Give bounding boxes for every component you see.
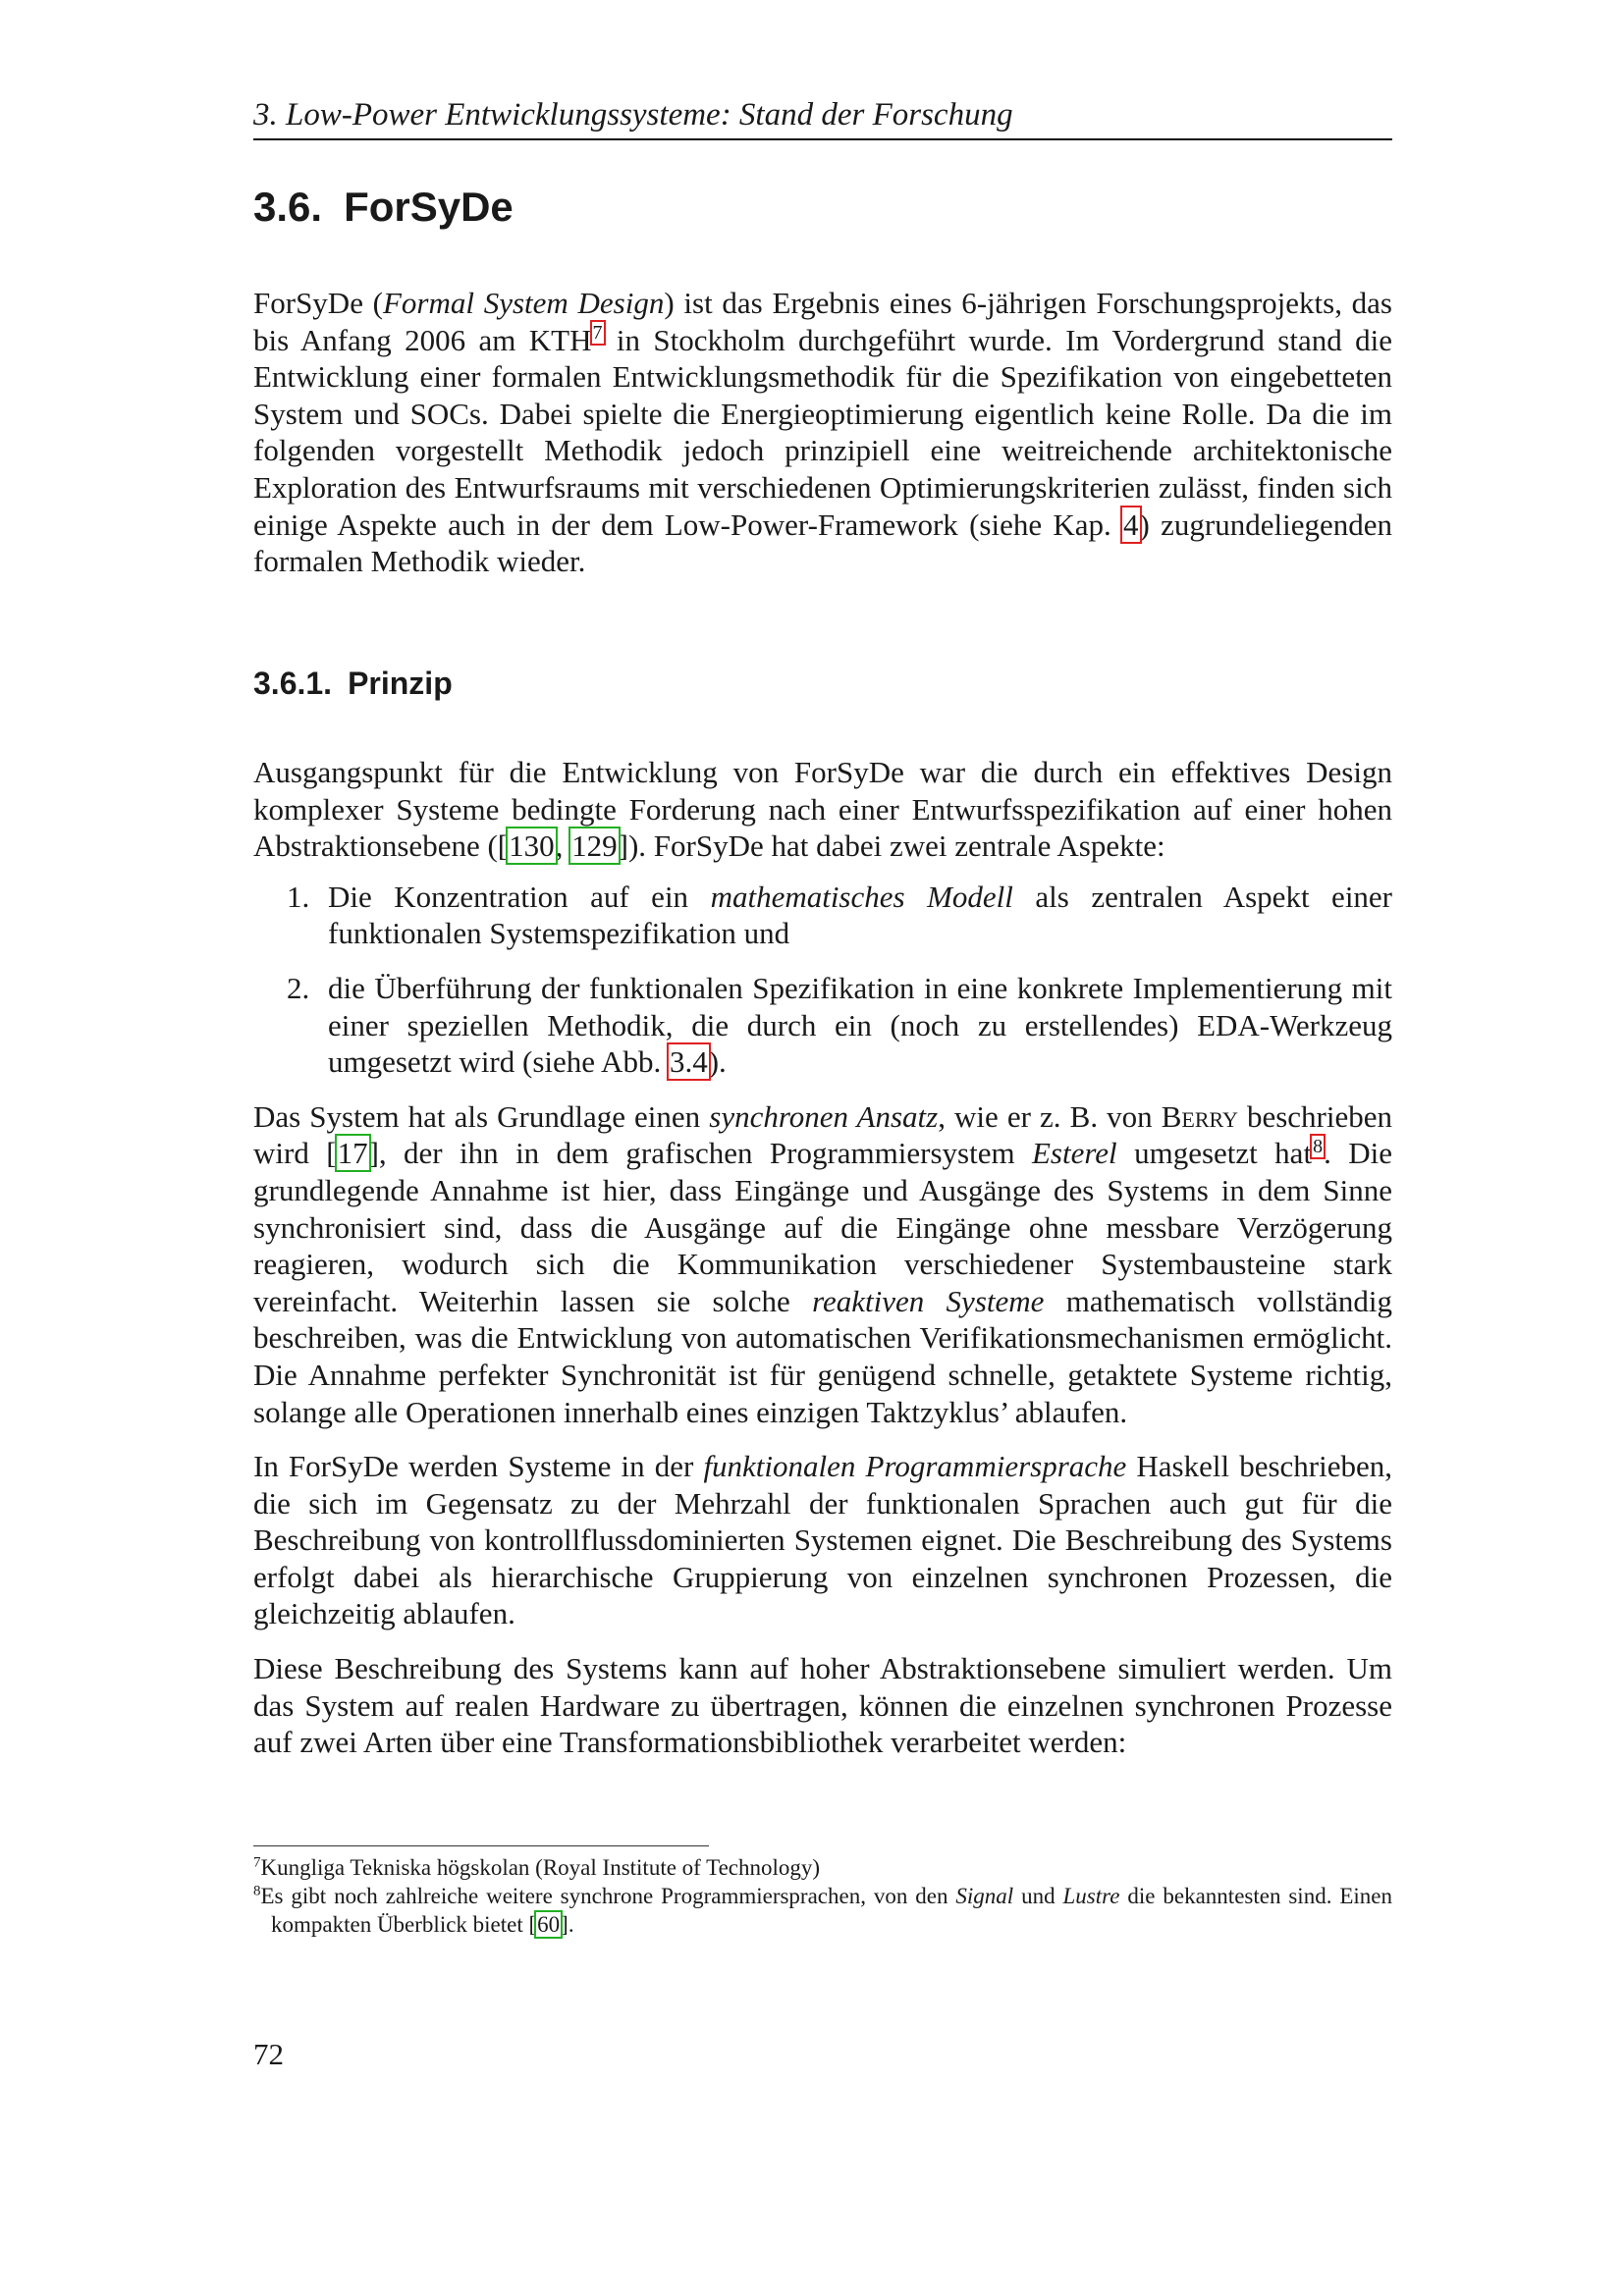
text-run: Ausgangspunkt für die Entwicklung von ForSyDe war die durch ein effektives Design komplexer Systeme bedingte Forderung nach einer Entwurfsspezifikation auf einer hohen Abstraktionsebene ([ xyxy=(253,755,1392,864)
citation-link-130[interactable]: 130 xyxy=(509,828,555,864)
text-run: ForSyDe ( xyxy=(253,286,383,320)
footnotes xyxy=(253,1853,1392,1939)
citation-link-129[interactable]: 129 xyxy=(571,828,618,864)
text-run: als zentralen Aspekt einer funktionalen Systemspezifikation und xyxy=(328,879,1393,951)
text-run: die bekanntesten sind. Einen kompakten Überblick bietet [ xyxy=(271,1884,1393,1937)
section-number: 3.6. xyxy=(253,184,323,230)
citation-link-17[interactable]: 17 xyxy=(337,1136,368,1171)
text-run: mathematisch vollständig beschreiben, was die Entwicklung von automatischen Verifikationsmechanismen ermöglicht. Die Annahme perfekter Synchronität ist für genügend schnelle, getaktete Systeme richtig, solange alle Operationen innerhalb eines einzigen Taktzyklus’ ablaufen. xyxy=(253,1283,1392,1429)
footnote-8 xyxy=(253,1882,1392,1939)
list-marker: 2. xyxy=(287,970,310,1005)
text-run: Das System hat als Grundlage einen xyxy=(253,1098,710,1134)
emphasis-text: Signal xyxy=(955,1884,1014,1908)
citation-link-60[interactable]: 60 xyxy=(537,1912,561,1937)
body-paragraph-3 xyxy=(253,1448,1392,1632)
section-heading xyxy=(253,183,514,232)
footnote-mark: 7 xyxy=(253,1854,261,1871)
aspect-list xyxy=(253,879,1392,1081)
text-run: und xyxy=(1013,1884,1063,1908)
text-run: ]). ForSyDe hat dabei zwei zentrale Aspekte: xyxy=(618,828,1165,864)
body-paragraph-1 xyxy=(253,754,1392,865)
chapter-link-4[interactable]: 4 xyxy=(1123,507,1139,542)
subsection-heading xyxy=(253,664,453,703)
list-item xyxy=(253,970,1392,1081)
text-run: Die Konzentration auf ein xyxy=(328,879,711,914)
body-paragraph-4: Diese Beschreibung des Systems kann auf hoher Abstraktionsebene simuliert werden. Um das System auf realen Hardware zu übertragen, können die einzelnen synchronen Prozesse auf zwei Arten über eine Transformationsbibliothek verarbeitet werden: xyxy=(253,1651,1392,1760)
text-run: , xyxy=(555,828,571,864)
section-title: ForSyDe xyxy=(344,184,514,230)
author-name: Berry xyxy=(1161,1098,1238,1134)
body-paragraph-2 xyxy=(253,1098,1392,1430)
body-block xyxy=(253,754,1392,1761)
text-run: , wie er z. B. von xyxy=(938,1098,1162,1134)
footnote-mark: 8 xyxy=(253,1883,261,1899)
emphasis-text: Esterel xyxy=(1032,1136,1117,1171)
emphasis-text: reaktiven Systeme xyxy=(812,1283,1045,1318)
footnote-7 xyxy=(253,1853,1392,1882)
list-item xyxy=(253,879,1392,952)
text-run: In ForSyDe werden Systeme in der xyxy=(253,1449,704,1484)
intro-paragraph xyxy=(253,285,1392,580)
emphasis-text: Lustre xyxy=(1062,1884,1120,1908)
footnote-link-8[interactable]: 8 xyxy=(1313,1136,1324,1158)
page-number: 72 xyxy=(253,2037,284,2071)
text-run: umgesetzt hat xyxy=(1116,1136,1313,1171)
intro-block xyxy=(253,285,1392,580)
text-run: Kungliga Tekniska högskolan (Royal Institute of Technology) xyxy=(260,1855,821,1880)
text-run: ) zugrundeliegenden formalen Methodik wieder. xyxy=(253,507,1392,579)
subsection-title: Prinzip xyxy=(348,666,453,701)
subsection-number: 3.6.1. xyxy=(253,666,333,701)
text-run: . Die grundlegende Annahme ist hier, dass Eingänge und Ausgänge des Systems in dem Sinne synchronisiert sind, dass die Ausgänge auf die Eingänge ohne messbare Verzögerung reagieren, wodurch sich die Kommunikation verschiedener Systembausteine stark vereinfacht. Weiterhin lassen sie solche xyxy=(253,1136,1392,1318)
text-run: ], der ihn in dem grafischen Programmiersystem xyxy=(368,1136,1032,1171)
figure-link-3-4[interactable]: 3.4 xyxy=(669,1044,708,1080)
footnote-rule xyxy=(253,1845,709,1846)
emphasis-text: funktionalen Programmiersprache xyxy=(703,1449,1127,1484)
text-run: Es gibt noch zahlreiche weitere synchrone Programmiersprachen, von den xyxy=(260,1884,956,1908)
list-marker: 1. xyxy=(287,879,310,914)
text-run: beschrieben wird [ xyxy=(253,1098,1392,1171)
text-run: Haskell beschrieben, die sich im Gegensatz zu der Mehrzahl der funktionalen Sprachen auch gut für die Beschreibung von kontrollflussdominierten Systemen eignet. Die Beschreibung des Systems erfolgt dabei als hierarchische Gruppierung von einzelnen synchronen Prozessen, die gleichzeitig ablaufen. xyxy=(253,1449,1393,1631)
footnote-link-7[interactable]: 7 xyxy=(592,322,603,345)
text-run: ). xyxy=(708,1044,727,1080)
emphasis-text: Formal System Design xyxy=(383,286,665,320)
running-head: 3. Low-Power Entwicklungssysteme: Stand der Forschung xyxy=(253,95,1392,140)
emphasis-text: synchronen Ansatz xyxy=(709,1098,939,1134)
text-run: in Stockholm durchgeführt wurde. Im Vordergrund stand die Entwicklung einer formalen Entwicklungsmethodik für die Spezifikation von eingebetteten System und SOCs. Dabei spielte die Energieoptimierung eigentlich keine Rolle. Da die im folgenden vorgestellt Methodik jedoch prinzipiell eine weitreichende architektonische Exploration des Entwurfsraums mit verschiedenen Optimierungskriterien zulässt, finden sich einige Aspekte auch in der dem Low-Power-Framework (siehe Kap. xyxy=(253,322,1392,542)
text-run: ]. xyxy=(561,1912,574,1937)
text-run: ) ist das Ergebnis eines 6-jährigen Forschungsprojekts, das bis Anfang 2006 am KTH xyxy=(253,286,1392,357)
text-run: die Überführung der funktionalen Spezifikation in eine konkrete Implementierung mit einer speziellen Methodik, die durch ein (noch zu erstellendes) EDA-Werkzeug umgesetzt wird (siehe Abb. xyxy=(328,970,1392,1080)
emphasis-text: mathematisches Modell xyxy=(710,879,1013,914)
